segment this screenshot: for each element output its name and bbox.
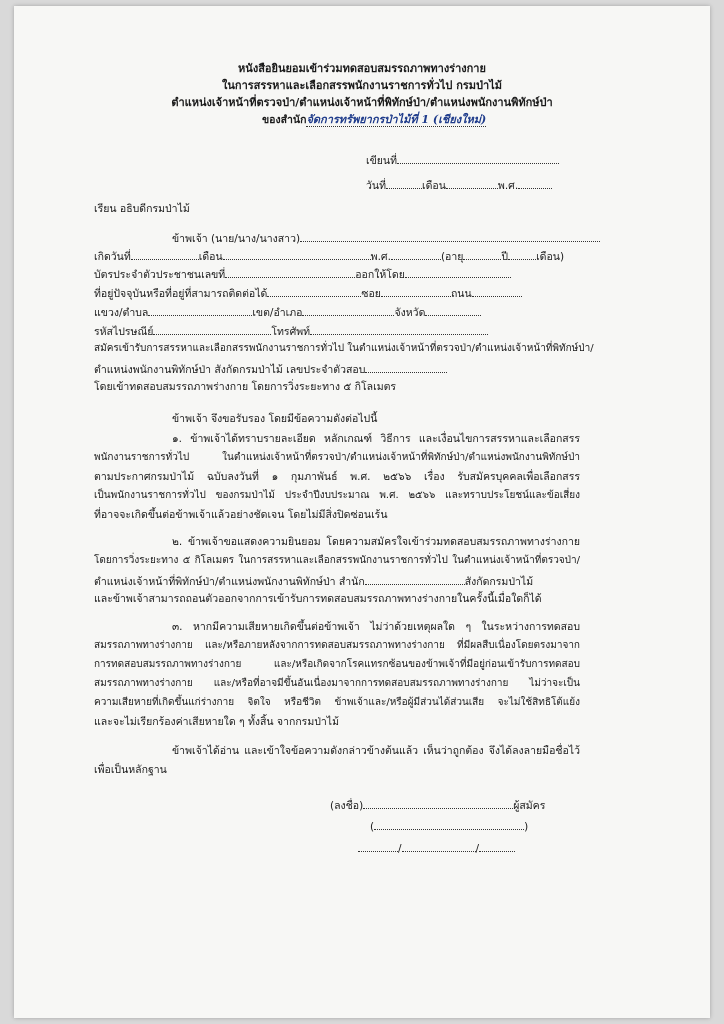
address-blank <box>267 285 361 297</box>
age-years-blank <box>463 248 501 260</box>
year-label: พ.ศ. <box>497 180 519 192</box>
phone-label: โทรศัพท์ <box>271 326 311 338</box>
clause3-line: สมรรถภาพทางร่างกาย และ/หรือภายหลังจากการทดสอบสมรรถภาพทางร่างกาย ที่มีผลสืบเนื่องโดยตรงมาจาก <box>94 640 580 651</box>
month-blank <box>446 177 498 189</box>
subdistrict-label: แขวง/ตำบล <box>94 307 149 319</box>
clause2-office-line <box>94 573 533 589</box>
paren-open: ( <box>370 821 375 833</box>
closing-line: เพื่อเป็นหลักฐาน <box>94 764 167 776</box>
written-at-field <box>366 152 559 168</box>
id-card-label: บัตรประจำตัวประชาชนเลขที่ <box>94 269 226 281</box>
date-label: วันที่ <box>366 180 386 192</box>
postcode-label: รหัสไปรษณีย์ <box>94 326 154 338</box>
closing-line: ข้าพเจ้าได้อ่าน และเข้าใจข้อความดังกล่าวข้างต้นแล้ว เห็นว่าถูกต้อง จึงได้ลงลายมือชื่อไว้ <box>172 745 580 757</box>
clause3-line: และจะไม่เรียกร้องค่าเสียหายใด ๆ ทั้งสิ้น จากกรมป่าไม้ <box>94 716 340 728</box>
date-blank <box>386 177 422 189</box>
locality-field <box>94 304 481 320</box>
id-card-field <box>94 266 511 282</box>
month-label: เดือน <box>422 180 446 192</box>
sign-label: (ลงชื่อ) <box>330 800 364 812</box>
exam-id-label: ตำแหน่งพนักงานพิทักษ์ป่า สังกัดกรมป่าไม้ เลขประจำตัวสอบ <box>94 364 366 376</box>
district-label: เขต/อำเภอ <box>252 307 303 319</box>
applied-line-3: โดยเข้าทดสอบสมรรถภาพร่างกาย โดยการวิ่งระยะทาง ๕ กิโลเมตร <box>94 381 397 393</box>
subdistrict-blank <box>148 304 252 316</box>
road-label: ถนน <box>450 288 472 300</box>
birth-month-blank <box>223 248 371 260</box>
address-field <box>94 285 522 301</box>
birth-day-label: เกิดวันที่ <box>94 251 131 263</box>
soi-blank <box>381 285 451 297</box>
clause2-line: ๒. ข้าพเจ้าขอแสดงความยินยอม โดยความสมัครใจเข้าร่วมทดสอบสมรรถภาพทางร่างกาย <box>172 536 580 548</box>
title-line-1: หนังสือยินยอมเข้าร่วมทดสอบสมรรถภาพทางร่างกาย <box>238 62 486 75</box>
written-at-blank <box>397 152 559 164</box>
clause3-line: ความเสียหายที่เกิดขึ้นแก่ร่างกาย จิตใจ หรือชีวิต ข้าพเจ้าและ/หรือผู้มีส่วนได้ส่วนเสีย จะไม่ใช้สิทธิโต้แย้ง <box>94 697 580 708</box>
office-line <box>262 113 486 127</box>
applied-line-1: สมัครเข้ารับการสรรหาและเลือกสรรพนักงานราชการทั่วไป ในตำแหน่งเจ้าหน้าที่ตรวจป่า/ตำแหน่งเจ้าหน้าที่พิทักษ์ป่า/ <box>94 343 594 354</box>
road-blank <box>472 285 522 297</box>
birth-day-blank <box>131 248 199 260</box>
certify-line: ข้าพเจ้า จึงขอรับรอง โดยมีข้อความดังต่อไปนี้ <box>172 413 378 425</box>
birth-year-blank <box>391 248 441 260</box>
clause3-line: สมรรถภาพทางร่างกาย และ/หรือที่อาจมีขึ้นอันเนื่องมาจากการทดสอบสมรรถภาพทางร่างกาย ไม่ว่าจะเป็น <box>94 678 580 689</box>
sign-year-blank <box>479 840 515 852</box>
name-field <box>172 230 600 246</box>
soi-label: ซอย <box>361 288 381 300</box>
clause2-office-blank <box>365 573 465 585</box>
applicant-label: ผู้สมัคร <box>513 800 546 812</box>
office-handwritten: จัดการทรัพยากรป่าไม้ที่ 1 (เชียงใหม่) <box>306 113 487 126</box>
sign-day-blank <box>358 840 398 852</box>
salutation: เรียน อธิบดีกรมป่าไม้ <box>94 203 190 215</box>
clause1-line: เป็นพนักงานราชการทั่วไป ของกรมป่าไม้ ประจำปีงบประมาณ พ.ศ. ๒๕๖๖ และทราบประโยชน์และข้อเสี่ยง <box>94 490 580 501</box>
clause2-line: และข้าพเจ้าสามารถถอนตัวออกจากการเข้ารับการทดสอบสมรรถภาพทางร่างกายในครั้งนี้เมื่อใดก็ได้ <box>94 593 542 605</box>
date-field <box>366 177 552 193</box>
birth-year-label: พ.ศ. <box>370 251 391 263</box>
id-card-blank <box>225 266 355 278</box>
applied-line-2 <box>94 361 447 377</box>
name-label: ข้าพเจ้า (นาย/นาง/นางสาว) <box>172 233 301 245</box>
printed-name-blank <box>374 818 524 830</box>
age-years-label: ปี <box>501 251 509 263</box>
address-label: ที่อยู่ปัจจุบันหรือที่อยู่ที่สามารถติดต่อได้ <box>94 288 268 300</box>
clause2-affiliation: สังกัดกรมป่าไม้ <box>464 576 534 588</box>
birth-field <box>94 248 564 264</box>
title-line-2: ในการสรรหาและเลือกสรรพนักงานราชการทั่วไป กรมป่าไม้ <box>222 79 502 92</box>
clause3-line: ๓. หากมีความเสียหายเกิดขึ้นต่อข้าพเจ้า ไม่ว่าด้วยเหตุผลใด ๆ ในระหว่างการทดสอบ <box>172 621 580 633</box>
signature-date-line <box>358 840 515 856</box>
clause1-line: พนักงานราชการทั่วไป ในตำแหน่งเจ้าหน้าที่ตรวจป่า/ตำแหน่งเจ้าหน้าที่พิทักษ์ป่า/ตำแหน่งพนักงานพิทักษ์ป่า <box>94 452 580 463</box>
clause1-line: ที่อาจจะเกิดขึ้นต่อข้าพเจ้าแล้วอย่างชัดเจน โดยไม่มีสิ่งปิดซ่อนเร้น <box>94 509 388 521</box>
paren-close: ) <box>524 821 529 833</box>
clause3-line: การทดสอบสมรรถภาพทางร่างกาย และ/หรือเกิดจากโรคแทรกซ้อนของข้าพเจ้าที่มีอยู่ก่อนเข้ารับการทดสอบ <box>94 659 580 670</box>
written-at-label: เขียนที่ <box>366 155 398 167</box>
issued-by-blank <box>405 266 511 278</box>
age-months-blank <box>508 248 536 260</box>
birth-month-label: เดือน <box>198 251 223 263</box>
signature-line <box>330 797 545 813</box>
province-label: จังหวัด <box>394 307 426 319</box>
clause2-office-label: ตำแหน่งเจ้าหน้าที่พิทักษ์ป่า/ตำแหน่งพนักงานพิทักษ์ป่า สำนัก <box>94 576 365 588</box>
signature-blank <box>363 797 513 809</box>
slash: / <box>398 843 402 855</box>
year-blank <box>518 177 552 189</box>
exam-id-blank <box>365 361 447 373</box>
district-blank <box>302 304 394 316</box>
sign-month-blank <box>402 840 476 852</box>
name-blank <box>300 230 600 242</box>
province-blank <box>425 304 481 316</box>
postcode-field <box>94 323 488 339</box>
postcode-blank <box>153 323 271 335</box>
slash: / <box>475 843 480 855</box>
clause1-line: ตามประกาศกรมป่าไม้ ฉบับลงวันที่ ๑ กุมภาพันธ์ พ.ศ. ๒๕๖๖ เรื่อง รับสมัครบุคคลเพื่อเลือกสรร <box>94 471 580 483</box>
age-label: (อายุ <box>440 251 464 263</box>
clause1-line: ๑. ข้าพเจ้าได้ทราบรายละเอียด หลักเกณฑ์ วิธีการ และเงื่อนไขการสรรหาและเลือกสรร <box>172 433 580 445</box>
office-label: ของสำนัก <box>262 114 307 126</box>
phone-blank <box>310 323 488 335</box>
age-months-label: เดือน) <box>536 251 565 263</box>
clause2-line: โดยการวิ่งระยะทาง ๕ กิโลเมตร ในการสรรหาและเลือกสรรพนักงานราชการทั่วไป ในตำแหน่งเจ้าหน้าที่ตรวจป่า/ <box>94 555 580 566</box>
printed-name-line <box>370 818 528 834</box>
issued-by-label: ออกให้โดย <box>355 269 405 281</box>
title-line-3: ตำแหน่งเจ้าหน้าที่ตรวจป่า/ตำแหน่งเจ้าหน้าที่พิทักษ์ป่า/ตำแหน่งพนักงานพิทักษ์ป่า <box>171 96 553 109</box>
